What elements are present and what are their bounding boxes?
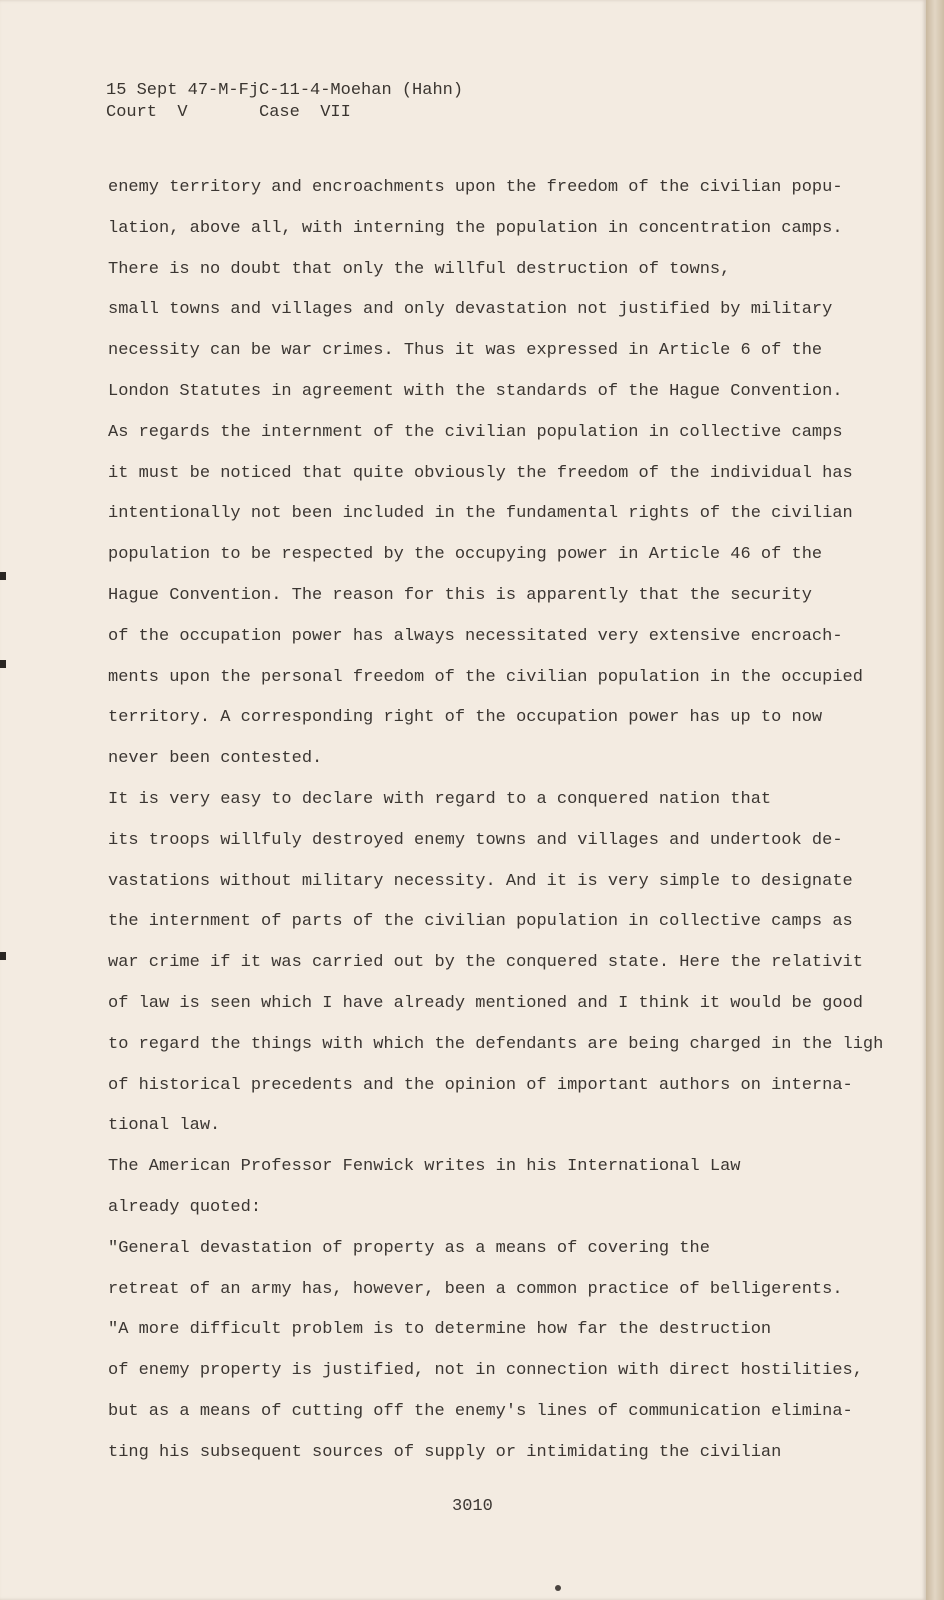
text-line: lation, above all, with interning the population in concentration camps. [108, 218, 843, 238]
text-line: small towns and villages and only devastation not justified by military [108, 300, 833, 320]
text-line: population to be respected by the occupying power in Article 46 of the [108, 545, 823, 565]
text-line: Hague Convention. The reason for this is apparently that the security [108, 586, 812, 605]
text-line: The American Professor Fenwick writes in his International Law [108, 1157, 741, 1177]
text-line: to regard the things with which the defendants are being charged in the ligh [108, 1034, 884, 1054]
text-line: of law is seen which I have already mentioned and I think it would be good [108, 994, 863, 1013]
text-line: London Statutes in agreement with the standards of the Hague Convention. [108, 382, 843, 401]
text-line: ting his subsequent sources of supply or intimidating the civilian [108, 1442, 782, 1462]
text-line: necessity can be war crimes. Thus it was expressed in Article 6 of the [108, 341, 823, 361]
text-line: its troops willfuly destroyed enemy towns and villages and undertook de- [108, 830, 843, 850]
text-line: retreat of an army has, however, been a common practice of belligerents. [108, 1279, 843, 1299]
binding-mark [0, 572, 6, 580]
text-line: never been contested. [108, 749, 323, 769]
text-line: territory. A corresponding right of the occupation power has up to now [108, 708, 823, 728]
text-line: "General devastation of property as a means of covering the [108, 1238, 710, 1258]
page-edge [926, 0, 944, 1600]
text-line: already quoted: [108, 1198, 262, 1217]
text-line: "A more difficult problem is to determine how far the destruction [108, 1320, 772, 1340]
text-line: enemy territory and encroachments upon the freedom of the civilian popu- [108, 178, 843, 197]
document-header [106, 80, 463, 124]
paper-speck [555, 1585, 561, 1591]
text-line: but as a means of cutting off the enemy's lines of communication elimina- [108, 1402, 853, 1421]
text-line: ments upon the personal freedom of the civilian population in the occupied [108, 667, 863, 687]
text-line: It is very easy to declare with regard to a conquered nation that [108, 790, 772, 809]
header-reference: 15 Sept 47-M-FjC-11-4-Moehan (Hahn) [106, 81, 464, 100]
text-line: of historical precedents and the opinion of important authors on interna- [108, 1075, 853, 1095]
text-line: As regards the internment of the civilian population in collective camps [108, 422, 843, 442]
binding-mark [0, 660, 6, 668]
text-line: of enemy property is justified, not in connection with direct hostilities, [108, 1361, 863, 1381]
text-line: of the occupation power has always necessitated very extensive encroach- [108, 626, 843, 646]
text-line: war crime if it was carried out by the conquered state. Here the relativit [108, 953, 863, 973]
text-line: tional law. [108, 1116, 221, 1136]
text-line: intentionally not been included in the fundamental rights of the civilian [108, 504, 853, 524]
header-case: Court V Case VII [106, 103, 351, 122]
text-line: vastations without military necessity. And it is very simple to designate [108, 871, 853, 891]
text-line: it must be noticed that quite obviously the freedom of the individual has [108, 463, 853, 483]
page-number: 3010 [452, 1497, 493, 1516]
text-line: There is no doubt that only the willful destruction of towns, [108, 259, 731, 279]
text-line: the internment of parts of the civilian population in collective camps as [108, 912, 853, 932]
binding-mark [0, 952, 6, 960]
